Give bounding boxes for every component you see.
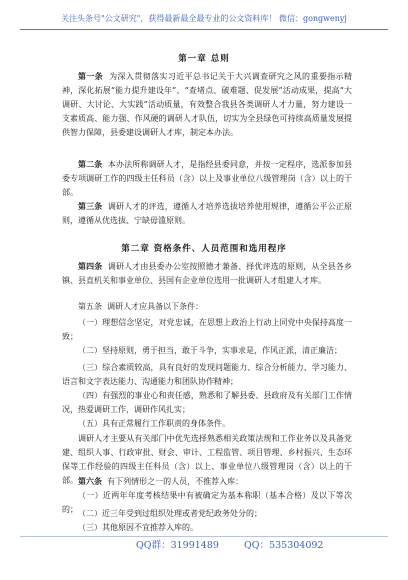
article-5-text: 调研人才应具备以下条件： — [107, 302, 204, 311]
article-4-label: 第四条 — [78, 261, 103, 271]
article-3 — [62, 199, 352, 228]
footer-divider — [20, 536, 388, 537]
article-5-label: 第五条 — [78, 302, 102, 311]
article-1-text: 为深入贯彻落实习近平总书记关于大兴调查研究之风的重要指示精神，深化拓展“能力提升建设年”、“查堵点、破难题、促发展”活动成果，提高“大调研、大讨论、大实践”活动质量，有效整合我县各类调研人才力量，努力建设一支素质高、能力强、作风硬的调研人才队伍，切实为全县绿色可持续高质量发展提供智力保障，县委建设调研人才库，制定本办法。 — [62, 72, 353, 137]
footer-qq[interactable]: QQ：535304092 — [244, 540, 324, 551]
article-3-text: 调研人才的评选，遵循人才培养选拔培养使用规律，遵循公平公正原则，遵循从优选拔、宁缺毋滥原则。 — [62, 202, 352, 225]
footer-contacts — [20, 538, 388, 554]
article-1 — [62, 69, 352, 140]
article-6 — [62, 474, 352, 489]
article-2-label: 第二条 — [78, 159, 103, 169]
condition-item-4: （四）有强烈的事业心和责任感，熟悉和了解县委、县政府及有关部门工作情况，热爱调研工作，调研作风扎实； — [62, 391, 352, 414]
condition-item-5: （五）具有正常履行工作职责的身体条件。 — [78, 419, 230, 428]
condition-item-1: （一）理想信念坚定，对党忠诚，在思想上政治上行动上同党中央保持高度一致； — [62, 318, 352, 341]
article-4 — [62, 259, 352, 288]
condition-item-2: （二）坚持原则，勇于担当，敢于斗争，实事求是，作风正派，清正廉洁； — [78, 346, 342, 355]
condition-item-3: （三）综合素质较高，具有良好的发现问题能力、综合分析能力、学习能力、语言和文字表达能力、沟通能力和团队协作精神； — [62, 363, 352, 386]
article-5 — [62, 300, 352, 314]
chapter2-title: 第二章 资格条件、人员范围和选用程序 — [121, 244, 287, 254]
exclusion-item-3: （三）其他原因不宜推荐入库的。 — [78, 523, 198, 532]
header-banner-link[interactable]: 关注头条号"公文研究"，获得最新最全最专业的公文资料库！ 微信：gongwenyj — [61, 14, 347, 23]
article-1-label: 第一条 — [78, 71, 104, 81]
exclusion-item-2: （二）近三年受到过组织处理或者党纪政务处分的； — [78, 509, 262, 518]
article-2 — [62, 157, 352, 200]
exclusion-item-1: （一）近两年年度考核结果中有被确定为基本称职（基本合格）及以下等次的； — [62, 491, 352, 514]
article-3-label: 第三条 — [78, 201, 103, 211]
footer-qq-group[interactable]: QQ群：31991489 — [136, 540, 219, 551]
chapter1-title: 第一章 总则 — [178, 54, 230, 64]
article-2-text: 本办法所称调研人才，是指经县委同意，并按一定程序，选派参加县委专项调研工作的四级主任科员（含）以上及事业单位八级管理岗（含）以上的干部。 — [62, 160, 352, 197]
header-divider — [20, 29, 388, 30]
article-6-text: 有下列情形之一的人员，不推荐入库： — [107, 477, 244, 486]
article-5-supplement: 调研人才主要从有关部门中优先选择熟悉相关政策法规和工作业务以及具备党建、组织人事、行政审批、财会、审计、工程监管、项目管理、乡村振兴、生态环保等工作经验的四级主任科员（含）以上、事业单位八级管理岗（含）以上的干部。 — [62, 434, 352, 485]
article-6-label: 第六条 — [78, 476, 102, 486]
article-4-text: 调研人才由县委办公室按照德才兼备、择优评选的原则，从全县各乡镇、县直机关和事业单位、县国有企业单位选用一批调研人才组建人才库。 — [62, 262, 352, 285]
